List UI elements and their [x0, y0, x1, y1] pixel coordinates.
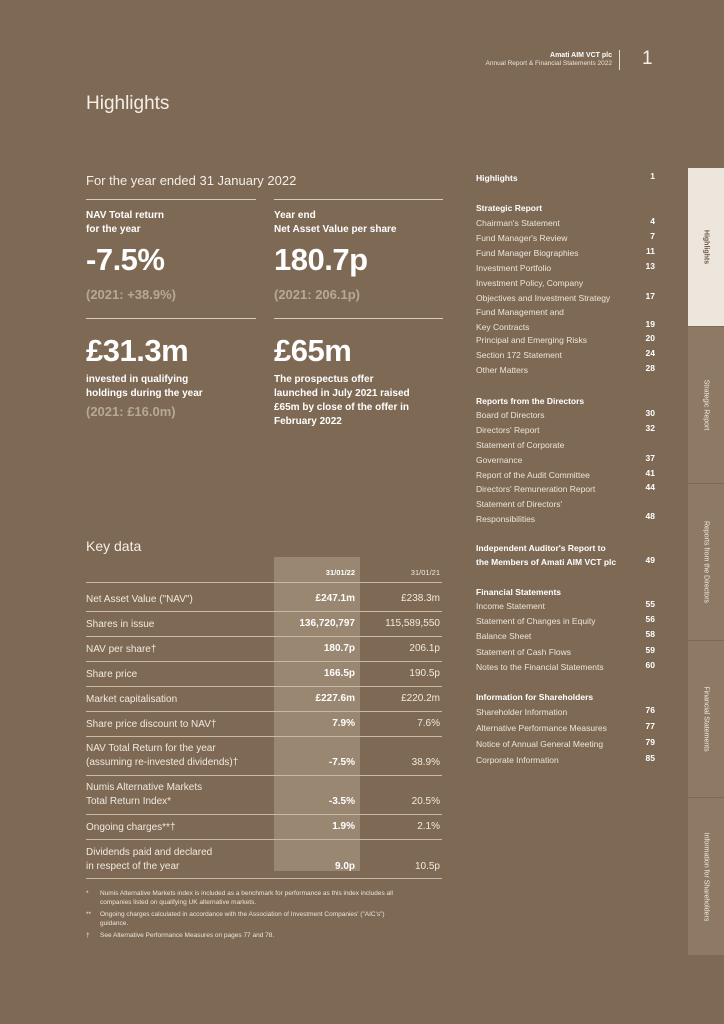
key-data-prior-value: 206.1p — [409, 643, 440, 654]
stat-desc-line: holdings during the year — [86, 388, 203, 399]
toc-page: 37 — [645, 453, 655, 463]
key-data-row-label-line: Total Return Index* — [86, 796, 172, 807]
key-data-row-label: Shares in issue — [86, 619, 155, 630]
toc-page: 30 — [645, 408, 655, 418]
key-data-current-value: 180.7p — [323, 643, 355, 654]
toc-item-line: Investment Policy, Company — [476, 278, 584, 288]
key-data-row-label: NAV per share† — [86, 644, 157, 655]
key-data-bottom-rule — [86, 878, 442, 879]
tab-highlights[interactable] — [688, 168, 724, 326]
toc-item[interactable]: Shareholder Information — [476, 707, 568, 717]
toc-link-highlights[interactable]: Highlights — [476, 173, 518, 183]
stat-nav-return-prior: (2021: +38.9%) — [86, 287, 176, 302]
toc-page: 28 — [645, 363, 655, 373]
toc-item-line: Objectives and Investment Strategy — [476, 293, 611, 303]
toc-section-directors[interactable]: Reports from the Directors — [476, 396, 585, 406]
stat-divider — [86, 199, 256, 200]
tab-financial-statements[interactable] — [688, 641, 724, 797]
key-data-row-rule — [86, 636, 442, 637]
stat-label-line: Net Asset Value per share — [274, 224, 397, 235]
stat-invested-prior: (2021: £16.0m) — [86, 404, 176, 419]
page-number: 1 — [642, 48, 653, 69]
key-data-row-label-line: NAV Total Return for the year — [86, 743, 216, 754]
footnote-marker: † — [86, 932, 90, 939]
key-data-col-prior: 31/01/21 — [410, 568, 440, 577]
key-data-row-label: Ongoing charges**† — [86, 822, 176, 833]
key-data-current-value: £247.1m — [315, 593, 355, 604]
tab-label: Reports from the Directors — [702, 520, 710, 604]
toc-item-line: Statement of Corporate — [476, 440, 565, 450]
key-data-prior-value: 7.6% — [417, 718, 440, 729]
stat-divider — [86, 318, 256, 319]
toc-item-line: Statement of Directors' — [476, 499, 563, 509]
tab-strategic-report[interactable] — [688, 327, 724, 483]
key-data-current-value: 1.9% — [332, 821, 355, 832]
tab-label: Highlights — [702, 229, 710, 265]
toc-head-line: the Members of Amati AIM VCT plc — [476, 557, 617, 567]
toc-section-financial[interactable]: Financial Statements — [476, 587, 562, 597]
key-data-row-label-line: Dividends paid and declared — [86, 847, 213, 858]
toc-item-line: Fund Management and — [476, 307, 564, 317]
toc-section-strategic[interactable]: Strategic Report — [476, 203, 543, 213]
page-title: Highlights — [86, 93, 170, 114]
footnote-line: Ongoing charges calculated in accordance with the Association of Investment Companies' ("AIC's") — [100, 911, 385, 918]
key-data-row-label — [86, 742, 238, 770]
key-data-prior-value: 115,589,550 — [385, 618, 440, 629]
stat-offer-value: £65m — [274, 333, 352, 368]
key-data-current-value: 7.9% — [332, 718, 355, 729]
key-data-row-label-line: (assuming re-invested dividends)† — [86, 757, 239, 768]
tab-information-shareholders[interactable] — [688, 798, 724, 955]
key-data-current-value: 9.0p — [334, 861, 355, 872]
footnote-line: companies listed on qualifying UK alternative markets. — [100, 899, 257, 906]
toc-page: 41 — [645, 468, 655, 478]
toc-page: 4 — [650, 216, 655, 226]
stat-nav-return-value: -7.5% — [86, 242, 165, 277]
key-data-row-label: Market capitalisation — [86, 694, 178, 705]
key-data-row-rule — [86, 736, 442, 737]
stat-divider — [274, 318, 443, 319]
key-data-row-label: Share price — [86, 669, 138, 680]
header-divider — [619, 50, 620, 70]
footnote-text — [100, 889, 450, 907]
stat-nav-return-label — [86, 209, 164, 237]
toc-item[interactable]: Chairman's Statement — [476, 218, 560, 228]
toc-item[interactable]: Corporate Information — [476, 755, 559, 765]
footnote-line: Numis Alternative Markets index is included as a benchmark for performance as this index includes all — [100, 890, 393, 897]
footnote-marker: ** — [86, 911, 92, 918]
key-data-row-label — [86, 846, 212, 874]
stat-desc-line: £65m by close of the offer in — [274, 402, 410, 413]
toc-page: 20 — [645, 333, 655, 343]
toc-page: 55 — [645, 599, 655, 609]
toc-item-line: Key Contracts — [476, 322, 530, 332]
stat-nav-per-share-value: 180.7p — [274, 242, 368, 277]
key-data-prior-value: 190.5p — [409, 668, 440, 679]
key-data-prior-value: 10.5p — [414, 861, 440, 872]
stat-invested-value: £31.3m — [86, 333, 189, 368]
stat-label-line: for the year — [86, 224, 141, 235]
stat-nav-per-share-prior: (2021: 206.1p) — [274, 287, 360, 302]
stat-label-line: NAV Total return — [86, 210, 164, 221]
key-data-current-value: -7.5% — [328, 757, 355, 768]
key-data-header-rule — [86, 582, 442, 583]
toc-page: 79 — [645, 737, 655, 747]
toc-item[interactable]: Fund Manager's Review — [476, 233, 568, 243]
key-data-current-value: 136,720,797 — [299, 618, 355, 629]
toc-item[interactable]: Income Statement — [476, 601, 545, 611]
key-data-row-label — [86, 781, 202, 809]
toc-item[interactable]: Other Matters — [476, 365, 528, 375]
key-data-row-rule — [86, 775, 442, 776]
footnote — [86, 889, 450, 907]
footnote-text — [100, 910, 450, 928]
toc-page: 19 — [645, 319, 655, 329]
toc-page: 85 — [645, 753, 655, 763]
toc-page: 59 — [645, 645, 655, 655]
toc-item[interactable]: Section 172 Statement — [476, 350, 563, 360]
toc-item[interactable]: Board of Directors — [476, 410, 545, 420]
stat-desc-line: invested in qualifying — [86, 374, 189, 385]
toc-item[interactable]: Investment Portfolio — [476, 263, 552, 273]
stat-desc-line: launched in July 2021 raised — [274, 388, 410, 399]
toc-item[interactable]: Directors' Remuneration Report — [476, 484, 596, 494]
key-data-prior-value: £238.3m — [401, 593, 440, 604]
toc-page: 44 — [645, 482, 655, 492]
footnote — [86, 910, 450, 928]
toc-page: 48 — [645, 511, 655, 521]
key-data-row-rule — [86, 611, 442, 612]
toc-page: 24 — [645, 348, 655, 358]
toc-item[interactable] — [476, 438, 626, 468]
period-label: For the year ended 31 January 2022 — [86, 173, 297, 188]
toc-item[interactable]: Statement of Cash Flows — [476, 647, 571, 657]
tab-label: Information for Shareholders — [702, 832, 710, 921]
toc-item[interactable]: Fund Manager Biographies — [476, 248, 579, 258]
footnote-line: guidance. — [100, 920, 129, 927]
toc-page: 32 — [645, 423, 655, 433]
key-data-col-current: 31/01/22 — [325, 568, 355, 577]
key-data-row-rule — [86, 711, 442, 712]
toc-page: 49 — [645, 555, 655, 565]
toc-page: 77 — [645, 721, 655, 731]
toc-item-line: Responsibilities — [476, 514, 536, 524]
header-company: Amati AIM VCT plc — [550, 52, 612, 59]
footnote — [86, 931, 450, 941]
tab-label: Strategic Report — [702, 379, 710, 431]
key-data-row-label: Share price discount to NAV† — [86, 719, 217, 730]
key-data-current-value: £227.6m — [315, 693, 355, 704]
key-data-current-value: -3.5% — [328, 796, 355, 807]
tab-label: Financial Statements — [702, 686, 710, 752]
toc-page: 17 — [645, 291, 655, 301]
stat-divider — [274, 199, 443, 200]
toc-item[interactable]: Notes to the Financial Statements — [476, 662, 604, 672]
key-data-row-label-line: in respect of the year — [86, 861, 180, 872]
toc-section-auditor[interactable] — [476, 541, 616, 569]
stat-nav-per-share-label — [274, 209, 396, 237]
key-data-prior-value: 2.1% — [417, 821, 440, 832]
toc-item[interactable] — [476, 305, 626, 335]
key-data-row-rule — [86, 686, 442, 687]
stat-desc-line: The prospectus offer — [274, 374, 374, 385]
toc-item[interactable] — [476, 497, 626, 527]
key-data-row-rule — [86, 814, 442, 815]
stat-invested-desc — [86, 373, 203, 401]
stat-offer-desc — [274, 373, 410, 429]
toc-page: 13 — [645, 261, 655, 271]
key-data-current-value: 166.5p — [323, 668, 355, 679]
key-data-row-rule — [86, 661, 442, 662]
toc-page: 11 — [646, 246, 655, 256]
toc-head-line: Independent Auditor's Report to — [476, 543, 606, 553]
toc-page: 1 — [650, 171, 655, 181]
key-data-row-label-line: Numis Alternative Markets — [86, 782, 203, 793]
toc-item[interactable]: Principal and Emerging Risks — [476, 335, 588, 345]
toc-page: 56 — [645, 614, 655, 624]
header-subtitle: Annual Report & Financial Statements 2022 — [485, 60, 612, 67]
footnote-marker: * — [86, 890, 89, 897]
key-data-row-rule — [86, 839, 442, 840]
key-data-prior-value: 20.5% — [411, 796, 440, 807]
toc-section-shareholders[interactable]: Information for Shareholders — [476, 692, 594, 702]
footnote-line: See Alternative Performance Measures on pages 77 and 78. — [100, 932, 275, 939]
key-data-row-label: Net Asset Value ("NAV") — [86, 594, 193, 605]
footnote-text — [100, 931, 450, 940]
toc-item[interactable]: Directors' Report — [476, 425, 540, 435]
toc-page: 7 — [650, 231, 655, 241]
key-data-title: Key data — [86, 538, 142, 554]
toc-item[interactable]: Notice of Annual General Meeting — [476, 739, 604, 749]
toc-item-line: Governance — [476, 455, 523, 465]
toc-page: 58 — [645, 629, 655, 639]
toc-item[interactable]: Report of the Audit Committee — [476, 470, 590, 480]
tab-reports-directors[interactable] — [688, 484, 724, 640]
key-data-prior-value: £220.2m — [401, 693, 440, 704]
key-data-prior-value: 38.9% — [411, 757, 440, 768]
toc-item[interactable]: Alternative Performance Measures — [476, 723, 607, 733]
toc-page: 60 — [645, 660, 655, 670]
stat-label-line: Year end — [274, 210, 316, 221]
stat-desc-line: February 2022 — [274, 416, 342, 427]
toc-item[interactable]: Balance Sheet — [476, 631, 532, 641]
toc-item[interactable] — [476, 276, 626, 306]
toc-item[interactable]: Statement of Changes in Equity — [476, 616, 596, 626]
toc-page: 76 — [645, 705, 655, 715]
